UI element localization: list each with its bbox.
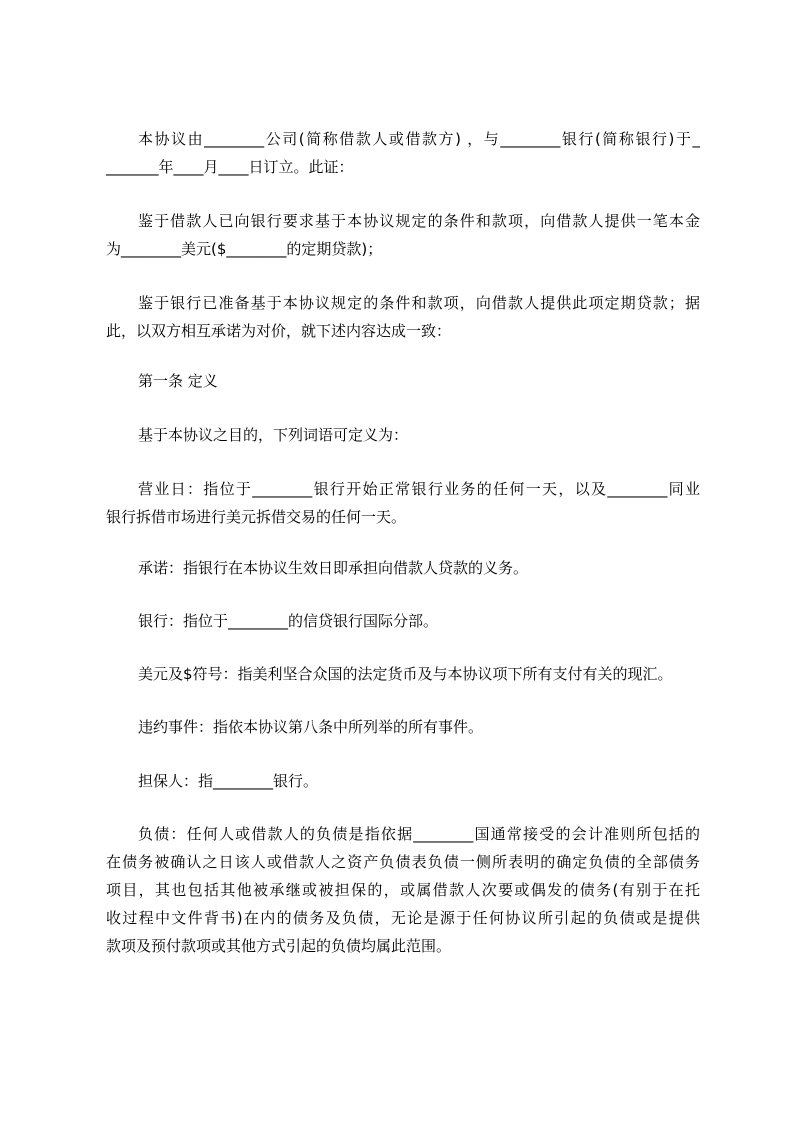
paragraph-line: 鉴于借款人已向银行要求基于本协议规定的条件和款项，向借款人提供一笔本金 [138, 212, 700, 230]
definition-commitment [106, 554, 700, 582]
paragraph-line: 负债：任何人或借款人的负债是指依据________国通常接受的会计准则所包括的 [138, 825, 700, 843]
definition-guarantor [106, 767, 700, 795]
paragraph-line: 为________美元($________的定期贷款)； [106, 240, 383, 258]
paragraph-line: 违约事件：指依本协议第八条中所列举的所有事件。 [138, 718, 484, 736]
paragraph-line: 银行拆借市场进行美元拆借交易的任何一天。 [106, 508, 407, 526]
article-title: 第一条 定义 [138, 372, 218, 390]
definition-bank [106, 607, 700, 635]
paragraph-line: 在债务被确认之日该人或借款人之资产负债表负债一侧所表明的确定负债的全部债务 [106, 853, 700, 871]
paragraph-whereas-request [106, 207, 700, 263]
paragraph-line: 收过程中文件背书)在内的债务及负债，无论是源于任何协议所引起的负债或是提供 [106, 909, 700, 927]
definition-event-of-default [106, 713, 700, 741]
paragraph-whereas-bank-ready [106, 289, 700, 345]
definition-dollar [106, 660, 700, 688]
article-heading [106, 367, 700, 395]
paragraph-line: 美元及$符号：指美利坚合众国的法定货币及与本协议项下所有支付有关的现汇。 [138, 665, 673, 683]
paragraph-definitions-intro [106, 421, 700, 449]
paragraph-line: 款项及预付款项或其他方式引起的负债均属此范围。 [106, 937, 452, 955]
paragraph-line: 营业日：指位于________银行开始正常银行业务的任何一天，以及________同业 [138, 480, 700, 498]
definition-liabilities [106, 820, 700, 960]
paragraph-line: 承诺：指银行在本协议生效日即承担向借款人贷款的义务。 [138, 559, 529, 577]
paragraph-line: 基于本协议之目的，下列词语可定义为： [138, 426, 409, 444]
definition-business-day [106, 475, 700, 531]
paragraph-line: 此，以双方相互承诺为对价，就下述内容达成一致： [106, 322, 452, 340]
paragraph-line: _______年____月____日订立。此证： [106, 158, 354, 176]
paragraph-line: 银行：指位于________的信贷银行国际分部。 [138, 612, 439, 630]
paragraph-line: 本协议由________公司(简称借款人或借款方) ，与________银行(简称银行)于_ [138, 130, 700, 148]
paragraph-line: 鉴于银行已准备基于本协议规定的条件和款项，向借款人提供此项定期贷款；据 [138, 294, 700, 312]
paragraph-line: 项目，其也包括其他被承继或被担保的，或属借款人次要或偶发的债务(有别于在托 [106, 881, 700, 899]
paragraph-line: 担保人：指________银行。 [138, 772, 319, 790]
paragraph-parties [106, 125, 700, 181]
